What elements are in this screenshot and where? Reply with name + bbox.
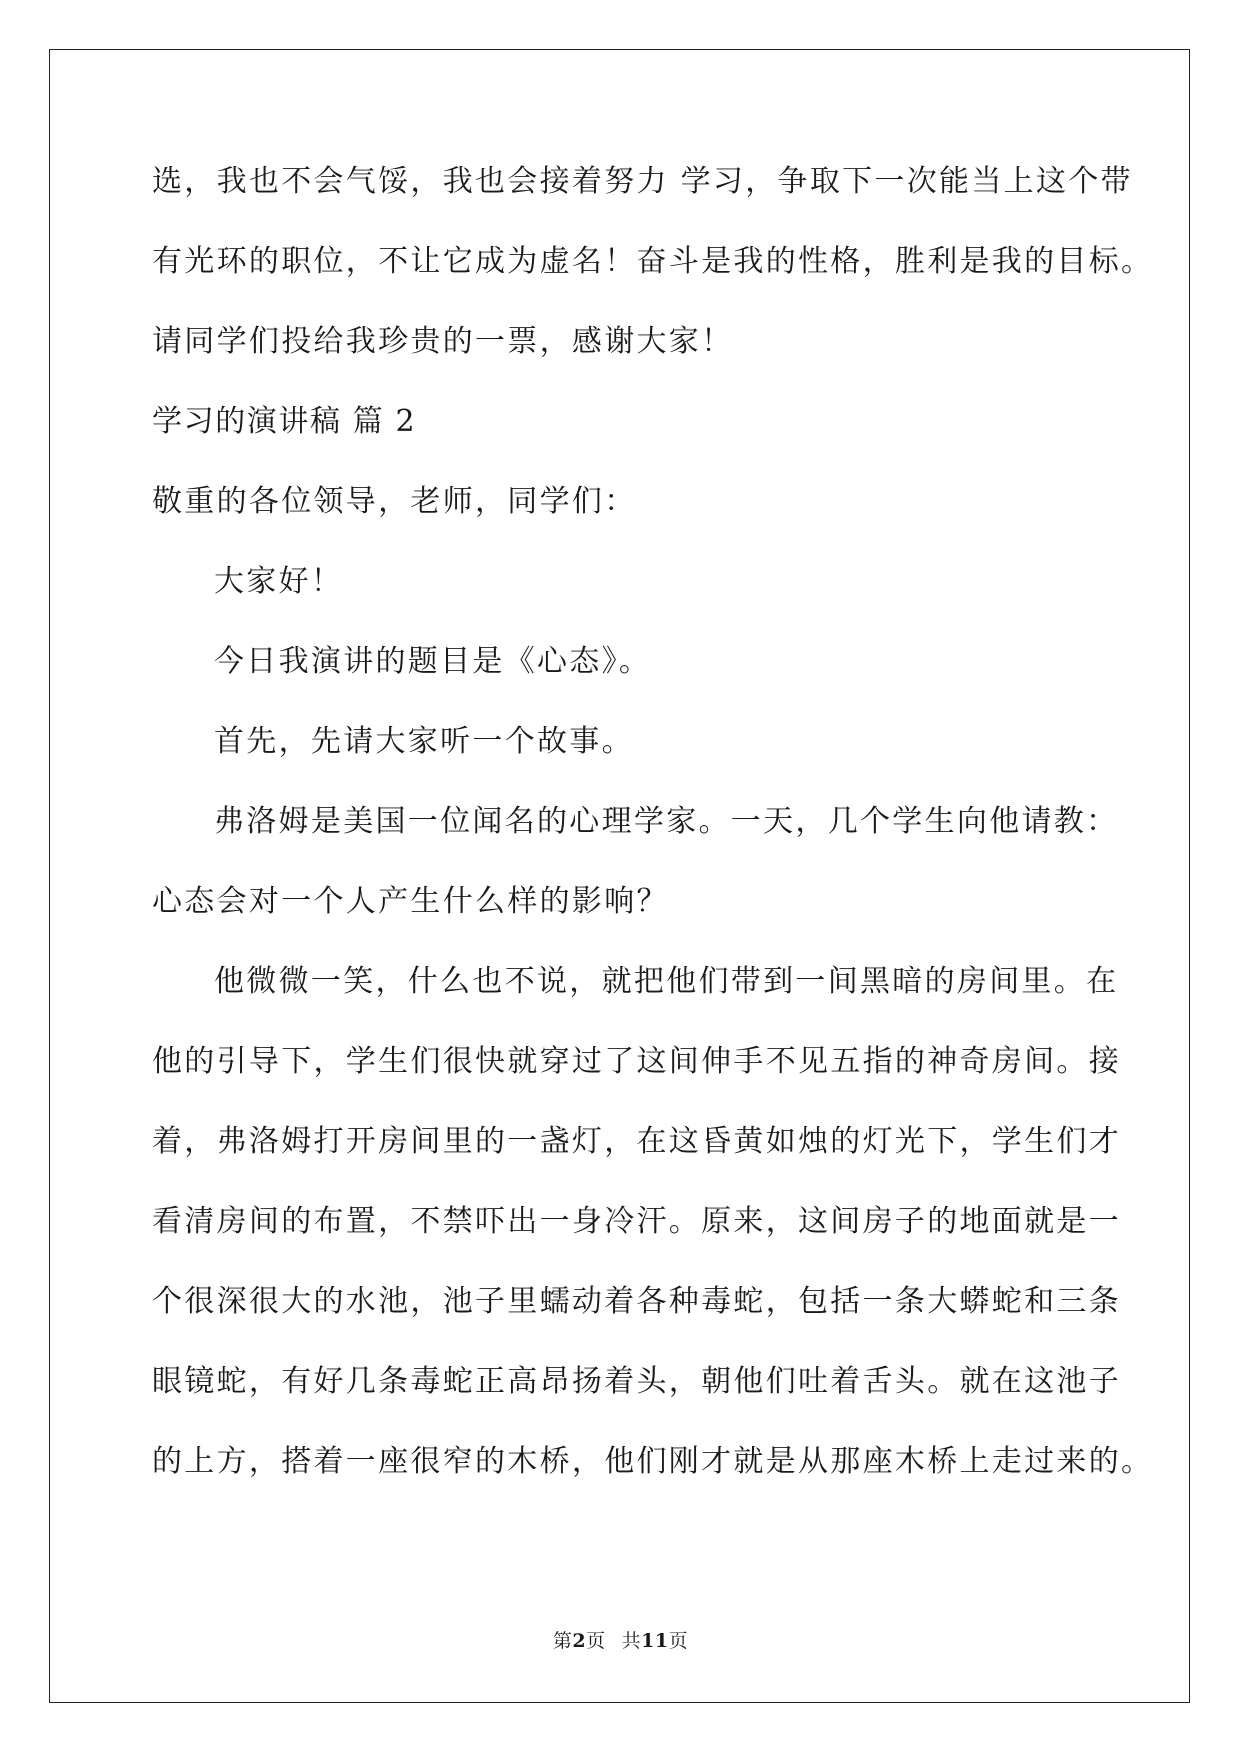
text-line: 弗洛姆是美国一位闻名的心理学家。一天，几个学生向他请教： (214, 804, 1119, 839)
text-line: 看清房间的布置，不禁吓出一身冷汗。原来，这间房子的地面就是一 (152, 1204, 1121, 1239)
footer-page-suffix: 页 (586, 1630, 606, 1652)
text-line: 敬重的各位领导，老师，同学们： (152, 484, 637, 519)
text-line: 请同学们投给我珍贵的一票，感谢大家！ (152, 324, 734, 359)
footer-total-prefix: 共 (621, 1630, 642, 1652)
text-line: 首先，先请大家听一个故事。 (214, 724, 634, 759)
footer-page-prefix: 第 (552, 1630, 573, 1652)
text-line: 着，弗洛姆打开房间里的一盏灯，在这昏黄如烛的灯光下，学生们才 (152, 1124, 1121, 1159)
page-footer (0, 1626, 1241, 1653)
section-heading: 学习的演讲稿 篇 2 (152, 404, 417, 439)
text-line: 他的引导下，学生们很快就穿过了这间伸手不见五指的神奇房间。接 (152, 1044, 1121, 1079)
text-line: 的上方，搭着一座很窄的木桥，他们刚才就是从那座木桥上走过来的。 (152, 1444, 1154, 1479)
document-body (152, 164, 1154, 1524)
text-line: 个很深很大的水池，池子里蠕动着各种毒蛇，包括一条大蟒蛇和三条 (152, 1284, 1121, 1319)
text-line: 选，我也不会气馁，我也会接着努力 学习，争取下一次能当上这个带 (152, 164, 1133, 199)
text-line: 眼镜蛇，有好几条毒蛇正高昂扬着头，朝他们吐着舌头。就在这池子 (152, 1364, 1121, 1399)
text-line: 大家好！ (214, 564, 344, 599)
text-line: 有光环的职位，不让它成为虚名！奋斗是我的性格，胜利是我的目标。 (152, 244, 1154, 279)
text-line: 今日我演讲的题目是《心态》。 (214, 644, 652, 679)
text-line: 心态会对一个人产生什么样的影响？ (152, 884, 669, 919)
footer-page-number: 2 (572, 1630, 587, 1652)
footer-total-suffix: 页 (668, 1630, 689, 1652)
footer-total-pages: 11 (641, 1630, 669, 1652)
text-line: 他微微一笑，什么也不说，就把他们带到一间黑暗的房间里。在 (214, 964, 1119, 999)
